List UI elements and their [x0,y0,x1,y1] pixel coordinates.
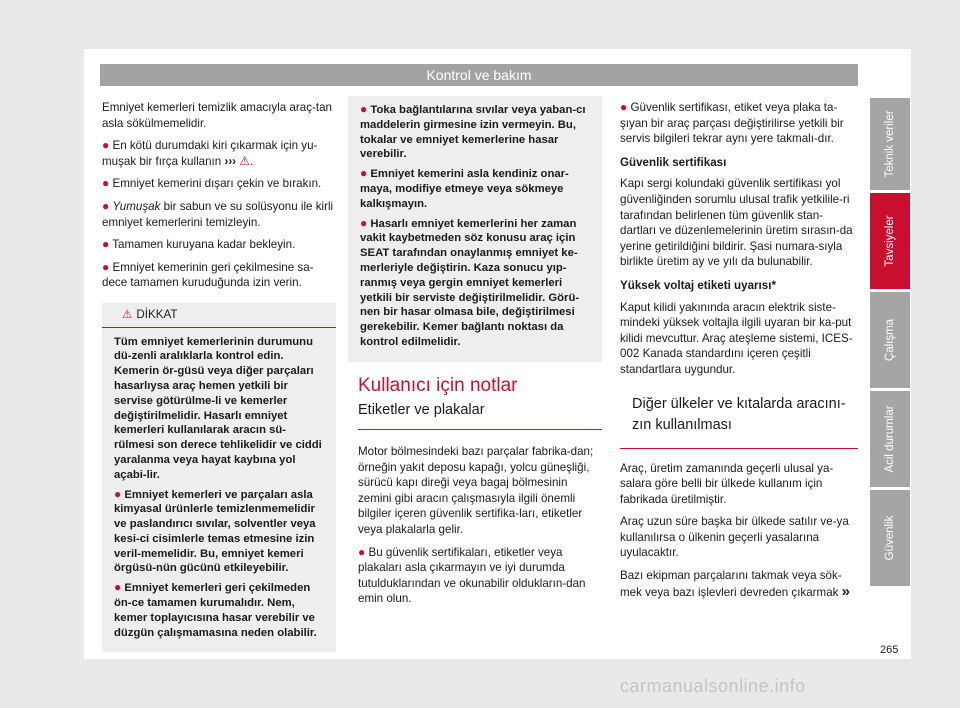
paragraph: Kaput kilidi yakınında aracın elektrik siste-mindeki yüksek voltajla ilgili uyaran bir ka-put kilidi mevcuttur. Araç ateşleme sistemi, ICES-002 Kanada standardını içeren çeşitli standartlara uygundur. [620,300,853,376]
warning-icon: ⚠ [122,307,133,321]
list-item: ● Hasarlı emniyet kemerlerini her zaman vakit kaybetmeden söz konusu araç için SEAT tarafından onaylanmış emniyet ke-merleriyle değiştirin. Kaza sonucu yıp-ranmış veya gergin emniyet kemerleri yetkili bir serviste değiştirilmelidir. Görü-nen bir hasar olmasa bile, değiştirilmesi gerekebilir. Kemer bağlantı noktası da kontrol edilmelidir. [360,215,580,348]
intro-text: Emniyet kemerleri temizlik amacıyla araç-tan asla sökülmemelidir. [102,101,333,130]
list-item: ● Emniyet kemerinin geri çekilmesine sa-dece tamamen kuruduğunda izin verin. [102,259,314,290]
bullet-icon: ● [360,102,368,116]
paragraph: Bazı ekipman parçalarını takmak veya sök-mek veya bazı işlevleri devreden çıkarmak » [620,569,851,600]
bullet-icon: ● [102,176,110,191]
bullet-icon: ● [620,100,628,114]
bullet-icon: ● [114,486,122,501]
list-item: ● Emniyet kemerini asla kendiniz onar-maya, modifiye etmeye veya sökmeye kalkışmayın. [360,166,569,210]
bullet-icon: ● [102,138,110,153]
subheading: Güvenlik sertifikası [620,155,727,169]
bullet-icon: ● [358,544,366,559]
warning-body [348,96,602,362]
column-3 [620,100,858,607]
subheading: Yüksek voltaj etiketi uyarısı* [620,278,776,292]
list-item: ● Emniyet kemerini dışarı çekin ve bırakın. [102,176,322,191]
tab-guvenlik[interactable]: Güvenlik [870,490,910,586]
tab-tavsiyeler[interactable]: Tavsiyeler [870,193,910,289]
tab-acil-durumlar[interactable]: Acil durumlar [870,391,910,487]
paragraph: Motor bölmesindeki bazı parçalar fabrika-dan; örneğin yakıt deposu kapağı, yolcu güneşliği, sürücü kapı direği veya bagaj bölmesinin zemini gibi aracın çalışmasıyla ilgili önemli bilgiler içeren güvenlik sertifika-ları, etiketler veya plakalarla gelir. [358,444,594,536]
warning-body [102,328,336,653]
list-item: ● Toka bağlantılarına sıvılar veya yaban-cı maddelerin girmesine izin vermeyin. Bu, tokalar ve emniyet kemerlerine hasar verebilir. [360,102,586,161]
column-2 [348,96,602,614]
chapter-title: Kullanıcı için notlar [358,374,518,396]
reference-arrow[interactable]: ››› [224,154,237,168]
warning-box-continued [348,96,602,362]
section-title: Etiketler ve plakalar [358,403,602,430]
list-item: ● Tamamen kuruyana kadar bekleyin. [102,237,296,252]
bullet-icon: ● [360,166,368,181]
list-item: ● Emniyet kemerleri ve parçaları asla kimyasal ürünlerle temizlenmemelidir ve paslandırıcı sıvılar, solventler veya kesi-ci cisimlerle temas etmesine izin veril-memelidir. Bu, emniyet kemeri örgüsü-nün gücünü etkileyebilir. [114,486,316,575]
bullet-icon: ● [102,237,110,252]
bullet-icon: ● [102,198,110,213]
bullet-icon: ● [114,580,122,595]
warning-box [102,303,336,653]
page-number: 265 [880,644,899,656]
bullet-icon: ● [102,259,110,274]
list-item: ● Yumuşak bir sabun ve su solüsyonu ile kirli emniyet kemerlerini temizleyin. [102,198,334,229]
tab-teknik-veriler[interactable]: Teknik veriler [870,98,910,190]
list-item: ● Emniyet kemerleri geri çekilmeden ön-ce tamamen kurumalıdır. Nem, kemer toplayıcısına hasar verebilir ve düzgün çalışmamasına neden olabilir. [114,580,317,639]
warning-icon: ⚠ [239,153,251,168]
paragraph: Araç uzun süre başka bir ülkede satılır ve-ya kullanılırsa o ülkenin geçerli yasalarına uyulacaktır. [620,515,849,560]
bullet-icon: ● [360,215,368,230]
watermark: carmanualsonline.info [620,676,806,696]
paragraph: Araç, üretim zamanında geçerli ulusal ya-salara göre belli bir ülkede kullanım için fabrikada üretilmiştir. [620,461,834,506]
column-1 [102,100,336,652]
list-item: ● En kötü durumdaki kiri çıkarmak için yu-muşak bir fırça kullanın ››› ⚠. [102,138,318,168]
side-tabs [870,98,910,589]
section-content [348,374,602,607]
section-header: Kontrol ve bakım [100,64,858,86]
warning-header: ⚠ DİKKAT [102,303,336,328]
list-item: ● Güvenlik sertifikası, etiket veya plaka ta-şıyan bir araç parçası değiştirilirse yetkili bir servis bilgileri tekrar aynı yere takmalı-dır. [620,100,844,146]
continue-arrow: » [841,582,851,600]
list-item: ● Bu güvenlik sertifikaları, etiketler veya plakaları asla çıkarmayın ve iyi durumda tutulduklarından ve okunabilir oldukların-dan emin olun. [358,544,586,606]
section-title: Diğer ülkeler ve kıtalarda aracını-zın kullanılması [620,390,858,449]
tab-calisma[interactable]: Çalışma [870,292,910,388]
paragraph: Kapı sergi kolundaki güvenlik sertifikası yol güvenliğinden sorumlu ulusal trafik yetkilile-ri tarafından belirlenen tüm güvenlik stan-dartları ve düzenlemelerinin üretim sırasın-da yerine getirildiğini bildirir. Şasi numara-sıyla birlikte üretim ay ve yılı da bulunabilir. [620,177,853,269]
warning-text: Tüm emniyet kemerlerinin durumunu dü-zenli aralıklarla kontrol edin. Kemerin ör-güsü veya diğer parçaları hasarlıysa araç hemen yetkili bir servise götürülme-li ve kemerler değiştirilmelidir. Hasarlı emniyet kemerleri kullanılarak aracın sü-rülmesi son derece tehlikelidir ve ciddi yaralanma veya hayat kaybına yol açabi-lir. [114,335,322,481]
